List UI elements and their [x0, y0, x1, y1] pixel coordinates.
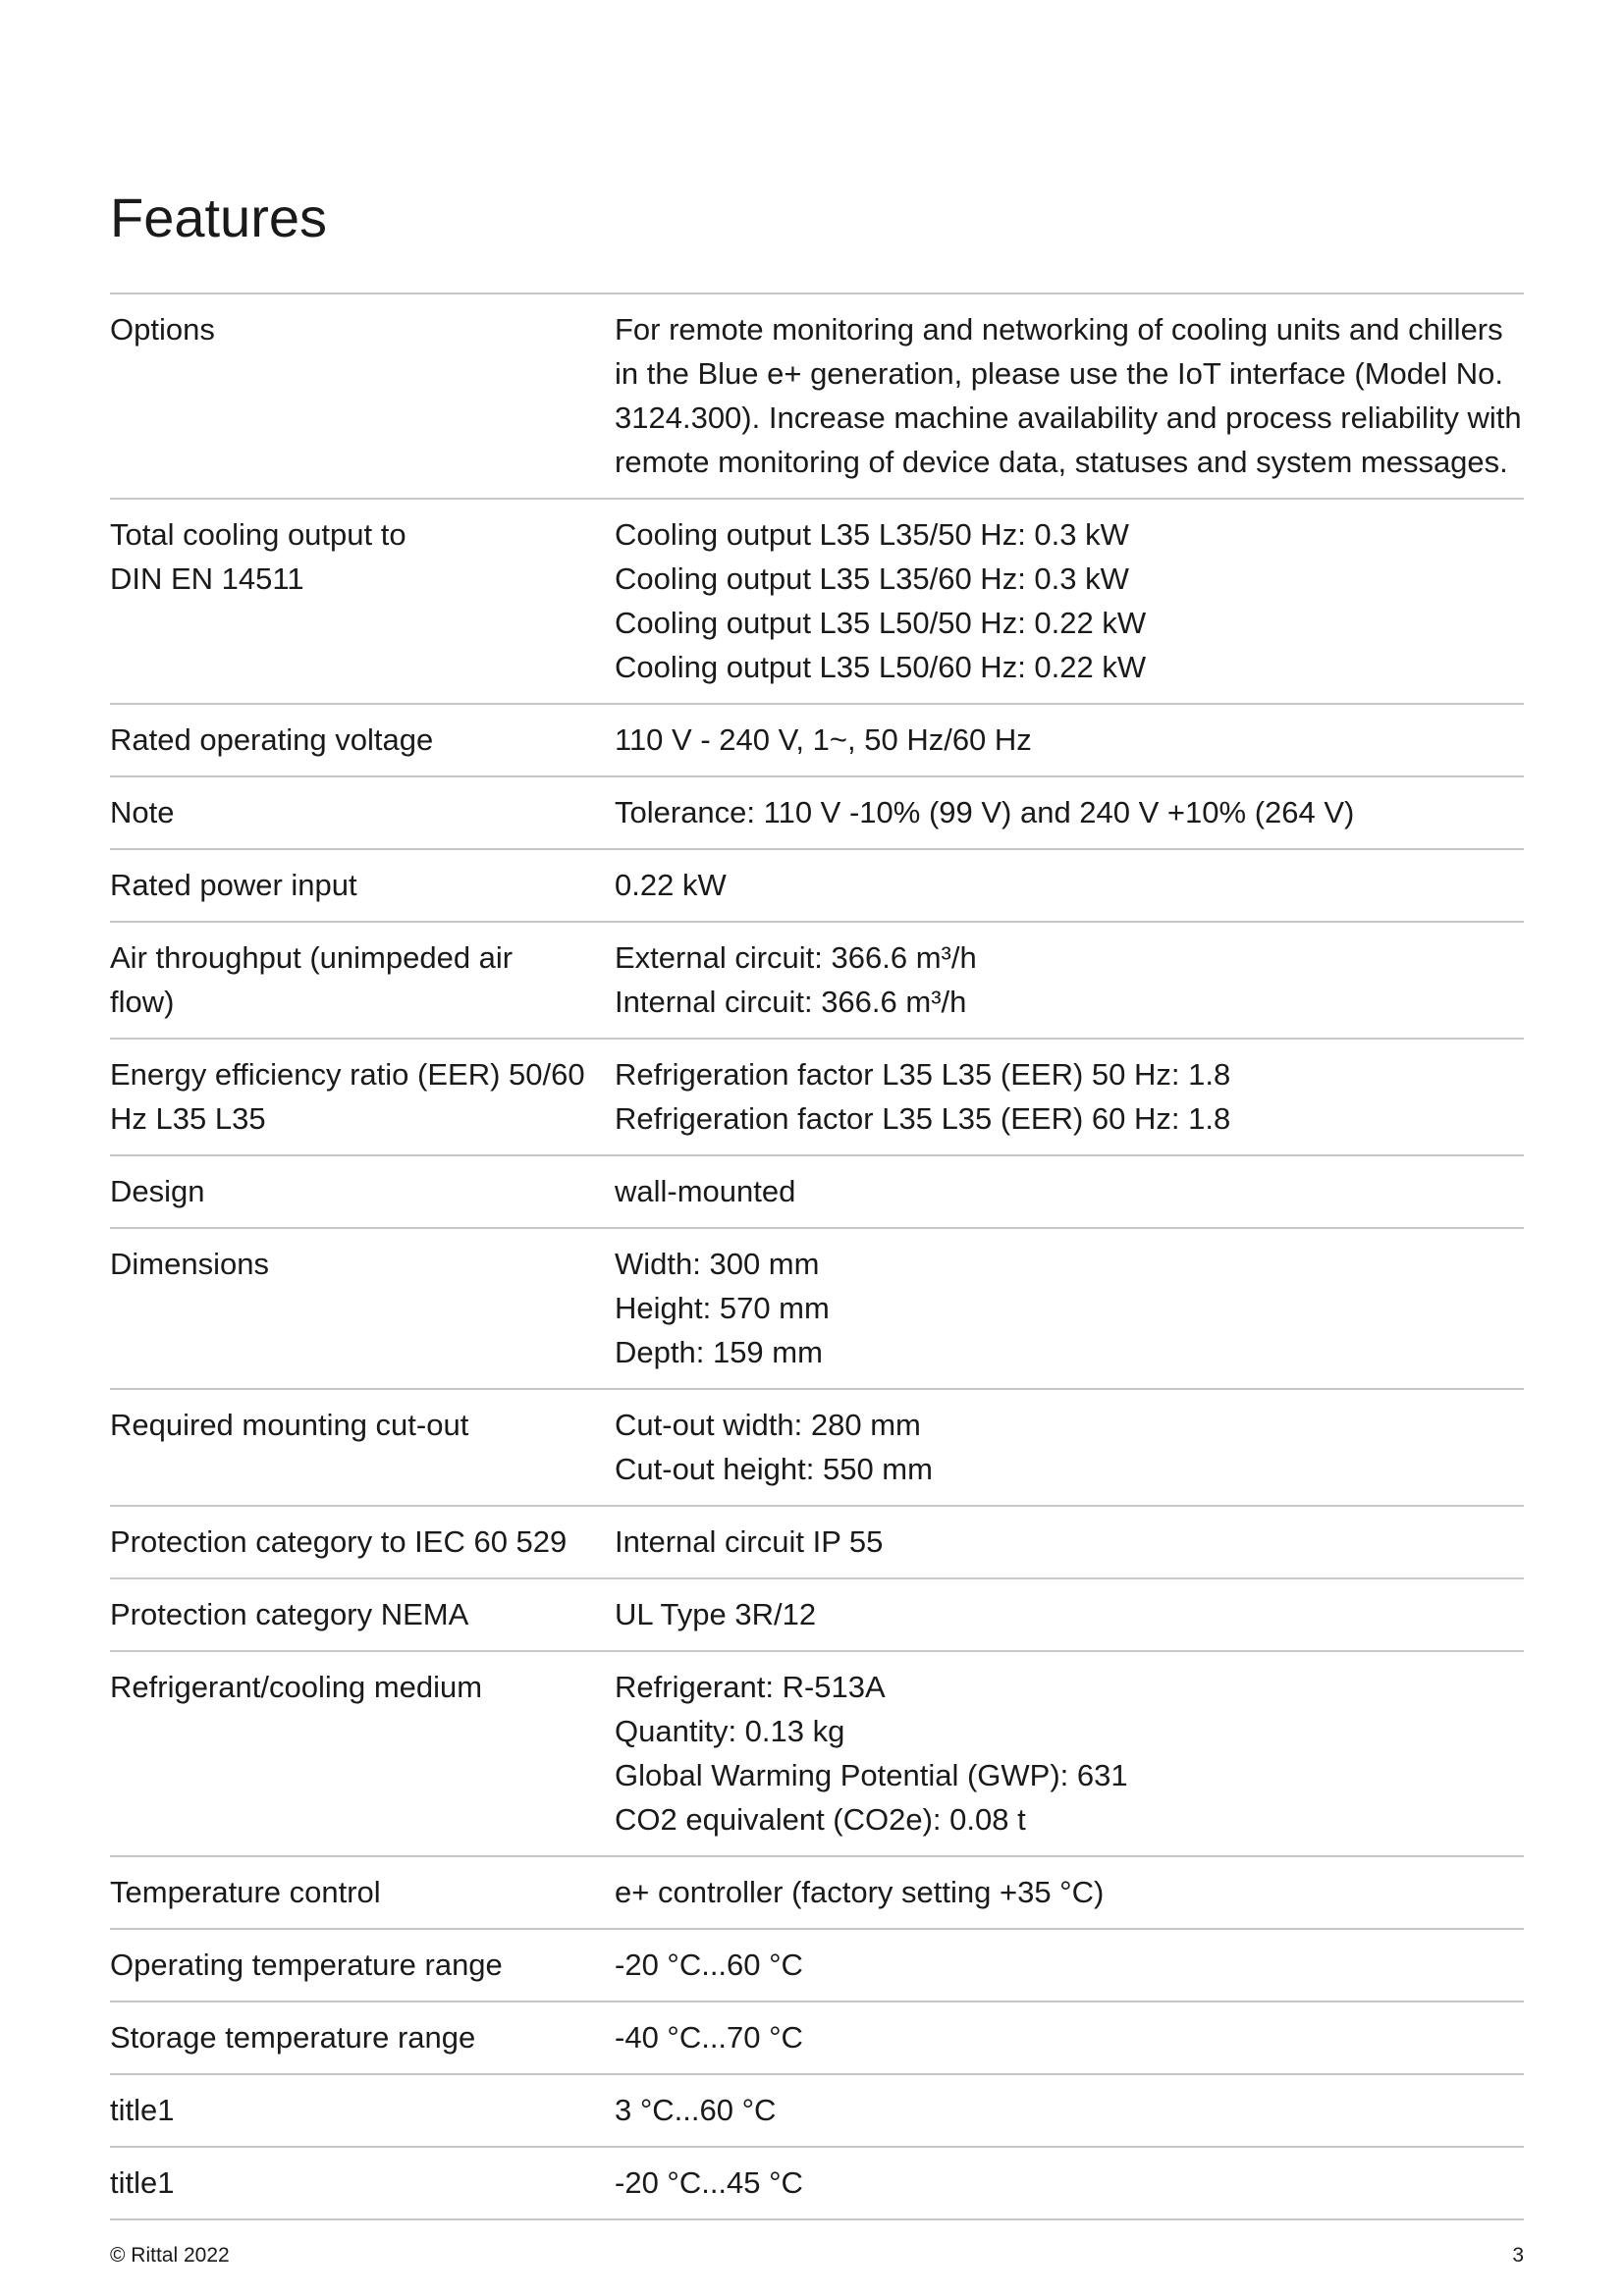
table-row: [110, 1390, 1524, 1507]
row-value: [615, 790, 1524, 834]
value-line: Cooling output L35 L35/50 Hz: 0.3 kW: [615, 517, 1129, 552]
features-table: [110, 293, 1524, 2220]
value-line: Refrigerant: R-513A: [615, 1670, 886, 1704]
table-row: [110, 500, 1524, 705]
value-line: 3 °C...60 °C: [615, 2093, 777, 2127]
value-line: -40 °C...70 °C: [615, 2020, 803, 2055]
value-line: UL Type 3R/12: [615, 1597, 817, 1631]
value-line: Cooling output L35 L50/50 Hz: 0.22 kW: [615, 606, 1147, 640]
row-label: Temperature control: [110, 1875, 381, 1909]
table-row: [110, 1579, 1524, 1652]
row-label: Dimensions: [110, 1247, 269, 1281]
row-value: [615, 2015, 1524, 2059]
value-line: Refrigeration factor L35 L35 (EER) 50 Hz: 1.8: [615, 1057, 1231, 1092]
table-row: [110, 1930, 1524, 2002]
value-line: Cut-out height: 550 mm: [615, 1452, 933, 1486]
value-line: Cooling output L35 L50/60 Hz: 0.22 kW: [615, 650, 1147, 684]
row-label: Energy efficiency ratio (EER) 50/60 Hz L35 L35: [110, 1057, 585, 1136]
value-line: -20 °C...60 °C: [615, 1948, 803, 1982]
row-value: [615, 2161, 1524, 2205]
row-value: [615, 512, 1524, 689]
row-value: [615, 1403, 1524, 1491]
row-value: [615, 718, 1524, 762]
row-value: [615, 1520, 1524, 1564]
row-value: [615, 1592, 1524, 1636]
table-row: [110, 2075, 1524, 2148]
row-value: [615, 863, 1524, 907]
value-line: remote monitoring of device data, statuses and system messages.: [615, 445, 1508, 479]
row-value: [615, 1052, 1524, 1141]
table-row: [110, 1229, 1524, 1390]
row-value: [615, 1943, 1524, 1987]
row-label: Rated operating voltage: [110, 722, 434, 757]
value-line: Tolerance: 110 V -10% (99 V) and 240 V +10% (264 V): [615, 795, 1355, 829]
table-row: [110, 777, 1524, 850]
row-label: Rated power input: [110, 868, 357, 902]
row-label: Air throughput (unimpeded air flow): [110, 940, 514, 1019]
value-line: Internal circuit: 366.6 m³/h: [615, 985, 967, 1019]
value-line: Height: 570 mm: [615, 1291, 830, 1325]
row-label: title1: [110, 2093, 175, 2127]
value-line: Cooling output L35 L35/60 Hz: 0.3 kW: [615, 561, 1129, 596]
value-line: 0.22 kW: [615, 868, 727, 902]
value-line: Quantity: 0.13 kg: [615, 1714, 845, 1748]
row-label: Options: [110, 312, 215, 347]
row-label: Refrigerant/cooling medium: [110, 1670, 483, 1704]
row-label: Protection category NEMA: [110, 1597, 469, 1631]
footer-page-number: 3: [1512, 2244, 1524, 2267]
row-label: Total cooling output to DIN EN 14511: [110, 517, 406, 596]
table-row: [110, 1857, 1524, 1930]
table-row: [110, 2002, 1524, 2075]
row-label: title1: [110, 2165, 175, 2200]
row-value: [615, 1169, 1524, 1213]
row-value: [615, 1870, 1524, 1914]
table-row: [110, 850, 1524, 923]
value-line: CO2 equivalent (CO2e): 0.08 t: [615, 1802, 1026, 1837]
value-line: wall-mounted: [615, 1174, 796, 1208]
value-line: For remote monitoring and networking of cooling units and chillers: [615, 312, 1503, 347]
table-row: [110, 1040, 1524, 1156]
row-label: Required mounting cut-out: [110, 1408, 469, 1442]
value-line: Cut-out width: 280 mm: [615, 1408, 921, 1442]
table-row: [110, 705, 1524, 777]
row-label: Note: [110, 795, 175, 829]
value-line: Width: 300 mm: [615, 1247, 820, 1281]
document-page: [110, 0, 1524, 2296]
table-row: [110, 1507, 1524, 1579]
value-line: Global Warming Potential (GWP): 631: [615, 1758, 1128, 1792]
value-line: Refrigeration factor L35 L35 (EER) 60 Hz: 1.8: [615, 1101, 1231, 1136]
row-label: Storage temperature range: [110, 2020, 476, 2055]
row-value: [615, 1665, 1524, 1842]
value-line: 3124.300). Increase machine availability and process reliability with: [615, 400, 1522, 435]
row-label: Design: [110, 1174, 205, 1208]
row-value: [615, 307, 1524, 484]
row-label: Protection category to IEC 60 529: [110, 1524, 568, 1559]
value-line: 110 V - 240 V, 1~, 50 Hz/60 Hz: [615, 722, 1032, 757]
footer-copyright: © Rittal 2022: [110, 2244, 230, 2267]
value-line: Internal circuit IP 55: [615, 1524, 884, 1559]
row-value: [615, 935, 1524, 1024]
table-row: [110, 1652, 1524, 1857]
value-line: in the Blue e+ generation, please use the IoT interface (Model No.: [615, 356, 1504, 391]
value-line: -20 °C...45 °C: [615, 2165, 803, 2200]
page-title: Features: [110, 187, 327, 248]
table-row: [110, 294, 1524, 500]
table-row: [110, 1156, 1524, 1229]
table-row: [110, 2148, 1524, 2220]
row-value: [615, 2088, 1524, 2132]
row-label: Operating temperature range: [110, 1948, 503, 1982]
row-value: [615, 1242, 1524, 1374]
value-line: External circuit: 366.6 m³/h: [615, 940, 977, 975]
value-line: Depth: 159 mm: [615, 1335, 823, 1369]
value-line: e+ controller (factory setting +35 °C): [615, 1875, 1105, 1909]
table-row: [110, 923, 1524, 1040]
